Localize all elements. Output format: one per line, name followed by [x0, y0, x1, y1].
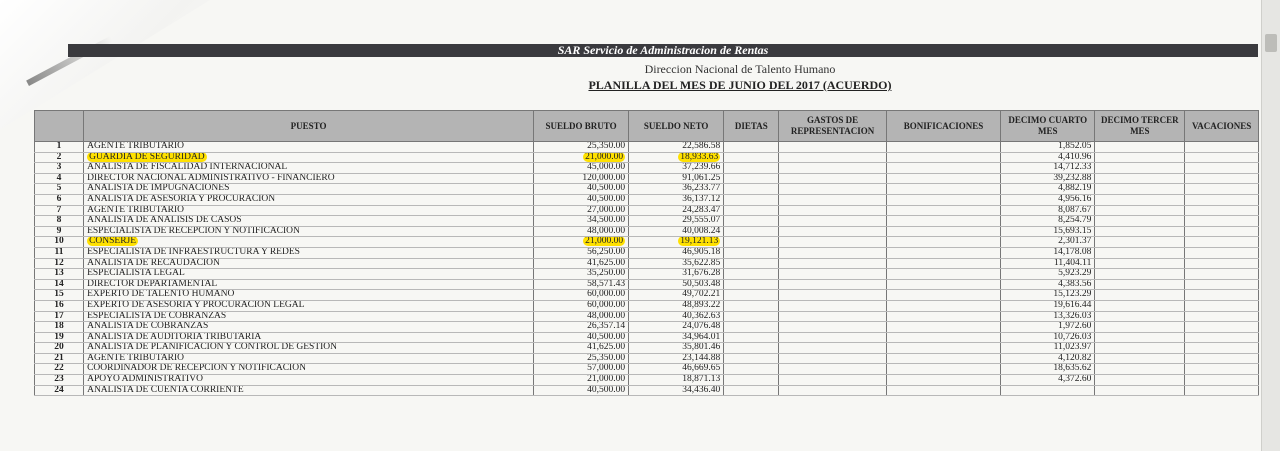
- cell-gastos: [779, 343, 886, 354]
- cell-sueldo-neto: 48,893.22: [629, 300, 724, 311]
- col-bruto-header: SUELDO BRUTO: [534, 111, 629, 142]
- row-number: 17: [35, 311, 84, 322]
- cell-gastos: [779, 163, 886, 174]
- cell-vacaciones: [1185, 269, 1259, 280]
- cell-decimo-cuarto: 8,254.79: [1001, 216, 1095, 227]
- col-num-header: [35, 111, 84, 142]
- cell-puesto: APOYO ADMINISTRATIVO: [84, 375, 534, 386]
- cell-dietas: [724, 163, 779, 174]
- highlight-mark: CONSERJE: [89, 236, 137, 247]
- cell-vacaciones: [1185, 290, 1259, 301]
- cell-decimo-cuarto: 4,383.56: [1001, 279, 1095, 290]
- cell-dietas: [724, 173, 779, 184]
- table-row: [35, 258, 1259, 269]
- cell-decimo-cuarto: 19,616.44: [1001, 300, 1095, 311]
- cell-decimo-cuarto: [1001, 385, 1095, 396]
- cell-sueldo-bruto: 21,000.00: [534, 375, 629, 386]
- cell-decimo-tercer: [1095, 194, 1185, 205]
- payroll-table: [34, 110, 1259, 396]
- row-number: 10: [35, 237, 84, 248]
- cell-decimo-cuarto: 4,882.19: [1001, 184, 1095, 195]
- highlight-mark: GUARDIA DE SEGURIDAD: [89, 152, 205, 162]
- row-number: 16: [35, 300, 84, 311]
- table-row: [35, 353, 1259, 364]
- table-row: [35, 184, 1259, 195]
- cell-sueldo-neto: 34,436.40: [629, 385, 724, 396]
- row-number: 8: [35, 216, 84, 227]
- table-row: [35, 194, 1259, 205]
- table-row: [35, 216, 1259, 227]
- row-number: 6: [35, 194, 84, 205]
- cell-sueldo-neto: 40,362.63: [629, 311, 724, 322]
- col-vacaciones-header: VACACIONES: [1185, 111, 1259, 142]
- table-row: [35, 205, 1259, 216]
- cell-bonificaciones: [886, 194, 1001, 205]
- cell-bonificaciones: [886, 163, 1001, 174]
- row-number: 1: [35, 142, 84, 153]
- cell-puesto: AGENTE TRIBUTARIO: [84, 142, 534, 153]
- cell-dietas: [724, 343, 779, 354]
- cell-decimo-cuarto: 1,972.60: [1001, 322, 1095, 333]
- cell-sueldo-neto: 36,233.77: [629, 184, 724, 195]
- cell-bonificaciones: [886, 237, 1001, 248]
- payroll-body: [35, 142, 1259, 396]
- cell-decimo-cuarto: 4,410.96: [1001, 152, 1095, 163]
- cell-decimo-cuarto: 10,726.03: [1001, 332, 1095, 343]
- table-row: [35, 173, 1259, 184]
- cell-bonificaciones: [886, 353, 1001, 364]
- cell-puesto: ANALISTA DE AUDITORIA TRIBUTARIA: [84, 332, 534, 343]
- cell-sueldo-bruto: 48,000.00: [534, 226, 629, 237]
- row-number: 4: [35, 173, 84, 184]
- cell-puesto: AGENTE TRIBUTARIO: [84, 353, 534, 364]
- col-gastos-header: GASTOS DE REPRESENTACION: [779, 111, 886, 142]
- cell-decimo-cuarto: 4,372.60: [1001, 375, 1095, 386]
- highlight-mark: 21,000.00: [585, 152, 624, 162]
- cell-decimo-cuarto: 11,404.11: [1001, 258, 1095, 269]
- row-number: 19: [35, 332, 84, 343]
- table-row: [35, 375, 1259, 386]
- cell-decimo-tercer: [1095, 353, 1185, 364]
- cell-sueldo-bruto: 35,250.00: [534, 269, 629, 280]
- table-row: [35, 269, 1259, 280]
- table-row: [35, 163, 1259, 174]
- cell-vacaciones: [1185, 279, 1259, 290]
- cell-gastos: [779, 353, 886, 364]
- cell-dietas: [724, 375, 779, 386]
- cell-sueldo-neto: 24,076.48: [629, 322, 724, 333]
- cell-sueldo-neto: 34,964.01: [629, 332, 724, 343]
- cell-puesto: COORDINADOR DE RECEPCIÓN Y NOTIFICACIÓN: [84, 364, 534, 375]
- cell-vacaciones: [1185, 364, 1259, 375]
- cell-decimo-cuarto: 11,023.97: [1001, 343, 1095, 354]
- cell-dietas: [724, 385, 779, 396]
- cell-decimo-cuarto: 8,087.67: [1001, 205, 1095, 216]
- table-row: [35, 142, 1259, 153]
- cell-vacaciones: [1185, 353, 1259, 364]
- cell-decimo-tercer: [1095, 184, 1185, 195]
- cell-decimo-tercer: [1095, 258, 1185, 269]
- cell-decimo-cuarto: 4,956.16: [1001, 194, 1095, 205]
- cell-dietas: [724, 258, 779, 269]
- cell-gastos: [779, 142, 886, 153]
- cell-sueldo-neto: 35,801.46: [629, 343, 724, 354]
- cell-bonificaciones: [886, 152, 1001, 163]
- cell-gastos: [779, 300, 886, 311]
- cell-sueldo-bruto: 120,000.00: [534, 173, 629, 184]
- row-number: 22: [35, 364, 84, 375]
- cell-gastos: [779, 226, 886, 237]
- cell-dietas: [724, 194, 779, 205]
- cell-decimo-cuarto: 1,852.05: [1001, 142, 1095, 153]
- cell-gastos: [779, 279, 886, 290]
- highlight-mark: 18,933.63: [680, 152, 719, 162]
- cell-gastos: [779, 364, 886, 375]
- cell-decimo-tercer: [1095, 216, 1185, 227]
- table-row: [35, 279, 1259, 290]
- table-row: [35, 290, 1259, 301]
- table-row: [35, 343, 1259, 354]
- row-number: 2: [35, 152, 84, 163]
- cell-sueldo-bruto: 40,500.00: [534, 332, 629, 343]
- cell-puesto: AGENTE TRIBUTARIO: [84, 205, 534, 216]
- cell-puesto: ESPECIALISTA DE RECEPCIÓN Y NOTIFICACIÓN: [84, 226, 534, 237]
- org-name: SAR Servicio de Administracion de Rentas: [557, 43, 769, 57]
- row-number: 9: [35, 226, 84, 237]
- scroll-thumb[interactable]: [1265, 34, 1277, 52]
- cell-puesto: ANALISTA DE COBRANZAS: [84, 322, 534, 333]
- cell-bonificaciones: [886, 332, 1001, 343]
- cell-puesto: ANALISTA DE RECAUDACIÓN: [84, 258, 534, 269]
- cell-sueldo-neto: 91,061.25: [629, 173, 724, 184]
- cell-decimo-tercer: [1095, 142, 1185, 153]
- cell-bonificaciones: [886, 311, 1001, 322]
- cell-dietas: [724, 364, 779, 375]
- row-number: 20: [35, 343, 84, 354]
- cell-dietas: [724, 216, 779, 227]
- cell-vacaciones: [1185, 216, 1259, 227]
- table-row: [35, 364, 1259, 375]
- cell-puesto: ANALISTA DE CUENTA CORRIENTE: [84, 385, 534, 396]
- cell-vacaciones: [1185, 173, 1259, 184]
- col-dietas-header: DIETAS: [724, 111, 779, 142]
- row-number: 12: [35, 258, 84, 269]
- col-decimo-tercer-header: DECIMO TERCER MES: [1095, 111, 1185, 142]
- cell-gastos: [779, 216, 886, 227]
- cell-decimo-cuarto: 39,232.88: [1001, 173, 1095, 184]
- table-row: [35, 247, 1259, 258]
- cell-decimo-tercer: [1095, 343, 1185, 354]
- cell-sueldo-bruto: 34,500.00: [534, 216, 629, 227]
- cell-dietas: [724, 300, 779, 311]
- cell-puesto: [84, 237, 534, 248]
- cell-dietas: [724, 322, 779, 333]
- row-number: 7: [35, 205, 84, 216]
- cell-sueldo-bruto: 26,357.14: [534, 322, 629, 333]
- cell-decimo-cuarto: 15,693.15: [1001, 226, 1095, 237]
- cell-dietas: [724, 205, 779, 216]
- cell-vacaciones: [1185, 142, 1259, 153]
- cell-decimo-cuarto: 5,923.29: [1001, 269, 1095, 280]
- cell-dietas: [724, 184, 779, 195]
- cell-puesto: [84, 152, 534, 163]
- cell-gastos: [779, 385, 886, 396]
- cell-decimo-tercer: [1095, 279, 1185, 290]
- cell-bonificaciones: [886, 173, 1001, 184]
- table-row: [35, 385, 1259, 396]
- cell-bonificaciones: [886, 216, 1001, 227]
- cell-bonificaciones: [886, 300, 1001, 311]
- cell-bonificaciones: [886, 385, 1001, 396]
- row-number: 15: [35, 290, 84, 301]
- cell-decimo-cuarto: 4,120.82: [1001, 353, 1095, 364]
- cell-vacaciones: [1185, 226, 1259, 237]
- cell-gastos: [779, 152, 886, 163]
- cell-vacaciones: [1185, 300, 1259, 311]
- cell-puesto: EXPERTO DE TALENTO HUMANO: [84, 290, 534, 301]
- table-row: [35, 152, 1259, 163]
- cell-dietas: [724, 247, 779, 258]
- cell-sueldo-neto: 46,669.65: [629, 364, 724, 375]
- cell-gastos: [779, 332, 886, 343]
- cell-gastos: [779, 269, 886, 280]
- cell-decimo-tercer: [1095, 290, 1185, 301]
- cell-sueldo-neto: 50,503.48: [629, 279, 724, 290]
- cell-sueldo-neto: 18,871.13: [629, 375, 724, 386]
- cell-vacaciones: [1185, 205, 1259, 216]
- cell-bonificaciones: [886, 322, 1001, 333]
- table-row: [35, 322, 1259, 333]
- table-row: [35, 332, 1259, 343]
- cell-sueldo-neto: 24,283.47: [629, 205, 724, 216]
- row-number: 24: [35, 385, 84, 396]
- row-number: 11: [35, 247, 84, 258]
- cell-vacaciones: [1185, 332, 1259, 343]
- cell-sueldo-bruto: [534, 237, 629, 248]
- cell-vacaciones: [1185, 385, 1259, 396]
- cell-gastos: [779, 184, 886, 195]
- cell-vacaciones: [1185, 375, 1259, 386]
- cell-bonificaciones: [886, 258, 1001, 269]
- cell-sueldo-bruto: 27,000.00: [534, 205, 629, 216]
- cell-bonificaciones: [886, 184, 1001, 195]
- cell-sueldo-neto: 31,676.28: [629, 269, 724, 280]
- highlight-mark: 21,000.00: [585, 236, 624, 247]
- cell-bonificaciones: [886, 247, 1001, 258]
- cell-vacaciones: [1185, 163, 1259, 174]
- cell-dietas: [724, 332, 779, 343]
- cell-decimo-tercer: [1095, 332, 1185, 343]
- cell-dietas: [724, 311, 779, 322]
- cell-sueldo-bruto: 40,500.00: [534, 184, 629, 195]
- row-number: 3: [35, 163, 84, 174]
- cell-sueldo-bruto: 45,000.00: [534, 163, 629, 174]
- col-bonif-header: BONIFICACIONES: [886, 111, 1001, 142]
- cell-dietas: [724, 142, 779, 153]
- cell-vacaciones: [1185, 343, 1259, 354]
- cell-vacaciones: [1185, 322, 1259, 333]
- cell-decimo-cuarto: 18,635.62: [1001, 364, 1095, 375]
- cell-vacaciones: [1185, 258, 1259, 269]
- row-number: 23: [35, 375, 84, 386]
- cell-puesto: ANALISTA DE ANALISIS DE CASOS: [84, 216, 534, 227]
- title-banner: [68, 44, 1258, 57]
- cell-decimo-tercer: [1095, 163, 1185, 174]
- cell-gastos: [779, 173, 886, 184]
- cell-dietas: [724, 226, 779, 237]
- table-row: [35, 226, 1259, 237]
- cell-decimo-tercer: [1095, 385, 1185, 396]
- cell-sueldo-neto: 29,555.07: [629, 216, 724, 227]
- cell-dietas: [724, 269, 779, 280]
- cell-puesto: EXPERTO DE ASESORÍA Y PROCURACIÓN LEGAL: [84, 300, 534, 311]
- cell-gastos: [779, 375, 886, 386]
- cell-sueldo-neto: 40,008.24: [629, 226, 724, 237]
- cell-sueldo-bruto: 60,000.00: [534, 300, 629, 311]
- cell-dietas: [724, 353, 779, 364]
- cell-decimo-cuarto: 13,326.03: [1001, 311, 1095, 322]
- table-row: [35, 311, 1259, 322]
- cell-vacaciones: [1185, 311, 1259, 322]
- cell-decimo-tercer: [1095, 237, 1185, 248]
- cell-puesto: ANALISTA DE PLANIFICACIÓN Y CONTROL DE GESTIÓN: [84, 343, 534, 354]
- cell-puesto: ESPECIALISTA DE COBRANZAS: [84, 311, 534, 322]
- cell-decimo-cuarto: 15,123.29: [1001, 290, 1095, 301]
- cell-sueldo-bruto: 60,000.00: [534, 290, 629, 301]
- cell-decimo-tercer: [1095, 300, 1185, 311]
- cell-sueldo-neto: 22,586.58: [629, 142, 724, 153]
- cell-puesto: ESPECIALISTA DE INFRAESTRUCTURA Y REDES: [84, 247, 534, 258]
- cell-decimo-tercer: [1095, 269, 1185, 280]
- cell-bonificaciones: [886, 205, 1001, 216]
- cell-decimo-tercer: [1095, 247, 1185, 258]
- cell-sueldo-neto: [629, 237, 724, 248]
- cell-gastos: [779, 205, 886, 216]
- cell-gastos: [779, 290, 886, 301]
- cell-gastos: [779, 258, 886, 269]
- cell-puesto: ANALISTA DE FISCALIDAD INTERNACIONAL: [84, 163, 534, 174]
- cell-decimo-tercer: [1095, 173, 1185, 184]
- vertical-scrollbar[interactable]: [1261, 0, 1280, 451]
- header-row: [35, 111, 1259, 142]
- col-decimo-cuarto-header: DECIMO CUARTO MES: [1001, 111, 1095, 142]
- cell-sueldo-neto: 37,239.66: [629, 163, 724, 174]
- cell-vacaciones: [1185, 184, 1259, 195]
- table-row: [35, 237, 1259, 248]
- cell-gastos: [779, 194, 886, 205]
- cell-decimo-tercer: [1095, 152, 1185, 163]
- cell-sueldo-bruto: 41,625.00: [534, 343, 629, 354]
- cell-gastos: [779, 322, 886, 333]
- department-name: Direccion Nacional de Talento Humano: [644, 62, 836, 76]
- cell-sueldo-bruto: 40,500.00: [534, 385, 629, 396]
- cell-sueldo-bruto: 25,350.00: [534, 353, 629, 364]
- cell-vacaciones: [1185, 247, 1259, 258]
- cell-puesto: DIRECTOR DEPARTAMENTAL: [84, 279, 534, 290]
- cell-sueldo-bruto: 57,000.00: [534, 364, 629, 375]
- cell-decimo-tercer: [1095, 322, 1185, 333]
- cell-sueldo-bruto: 41,625.00: [534, 258, 629, 269]
- cell-bonificaciones: [886, 226, 1001, 237]
- cell-dietas: [724, 279, 779, 290]
- cell-vacaciones: [1185, 194, 1259, 205]
- cell-vacaciones: [1185, 237, 1259, 248]
- cell-sueldo-bruto: 40,500.00: [534, 194, 629, 205]
- cell-puesto: ANALISTA DE IMPUGNACIONES: [84, 184, 534, 195]
- cell-puesto: ESPECIALISTA LEGAL: [84, 269, 534, 280]
- cell-sueldo-neto: 23,144.88: [629, 353, 724, 364]
- table-row: [35, 300, 1259, 311]
- cell-decimo-cuarto: 2,301.37: [1001, 237, 1095, 248]
- payroll-title: PLANILLA DEL MES DE JUNIO DEL 2017 (ACUERDO): [588, 78, 892, 92]
- cell-gastos: [779, 247, 886, 258]
- cell-bonificaciones: [886, 290, 1001, 301]
- cell-decimo-cuarto: 14,712.33: [1001, 163, 1095, 174]
- cell-sueldo-bruto: 48,000.00: [534, 311, 629, 322]
- cell-dietas: [724, 152, 779, 163]
- cell-sueldo-bruto: 58,571.43: [534, 279, 629, 290]
- col-neto-header: SUELDO NETO: [629, 111, 724, 142]
- row-number: 18: [35, 322, 84, 333]
- cell-bonificaciones: [886, 279, 1001, 290]
- row-number: 13: [35, 269, 84, 280]
- cell-gastos: [779, 237, 886, 248]
- cell-bonificaciones: [886, 375, 1001, 386]
- row-number: 14: [35, 279, 84, 290]
- highlight-mark: 19,121.13: [680, 236, 719, 247]
- cell-decimo-tercer: [1095, 375, 1185, 386]
- cell-sueldo-neto: 36,137.12: [629, 194, 724, 205]
- cell-sueldo-neto: 49,702.21: [629, 290, 724, 301]
- cell-sueldo-neto: 46,905.18: [629, 247, 724, 258]
- col-puesto-header: PUESTO: [84, 111, 534, 142]
- cell-bonificaciones: [886, 343, 1001, 354]
- cell-decimo-tercer: [1095, 226, 1185, 237]
- cell-puesto: ANALISTA DE ASESORÍA Y PROCURACIÓN: [84, 194, 534, 205]
- cell-sueldo-neto: [629, 152, 724, 163]
- cell-gastos: [779, 311, 886, 322]
- cell-decimo-cuarto: 14,178.08: [1001, 247, 1095, 258]
- cell-decimo-tercer: [1095, 205, 1185, 216]
- cell-bonificaciones: [886, 142, 1001, 153]
- cell-sueldo-neto: 35,622.85: [629, 258, 724, 269]
- cell-vacaciones: [1185, 152, 1259, 163]
- cell-dietas: [724, 290, 779, 301]
- cell-sueldo-bruto: 25,350.00: [534, 142, 629, 153]
- row-number: 21: [35, 353, 84, 364]
- cell-sueldo-bruto: 56,250.00: [534, 247, 629, 258]
- cell-decimo-tercer: [1095, 311, 1185, 322]
- row-number: 5: [35, 184, 84, 195]
- cell-puesto: DIRECTOR NACIONAL ADMINISTRATIVO - FINANCIERO: [84, 173, 534, 184]
- cell-decimo-tercer: [1095, 364, 1185, 375]
- cell-dietas: [724, 237, 779, 248]
- cell-bonificaciones: [886, 269, 1001, 280]
- cell-bonificaciones: [886, 364, 1001, 375]
- cell-sueldo-bruto: [534, 152, 629, 163]
